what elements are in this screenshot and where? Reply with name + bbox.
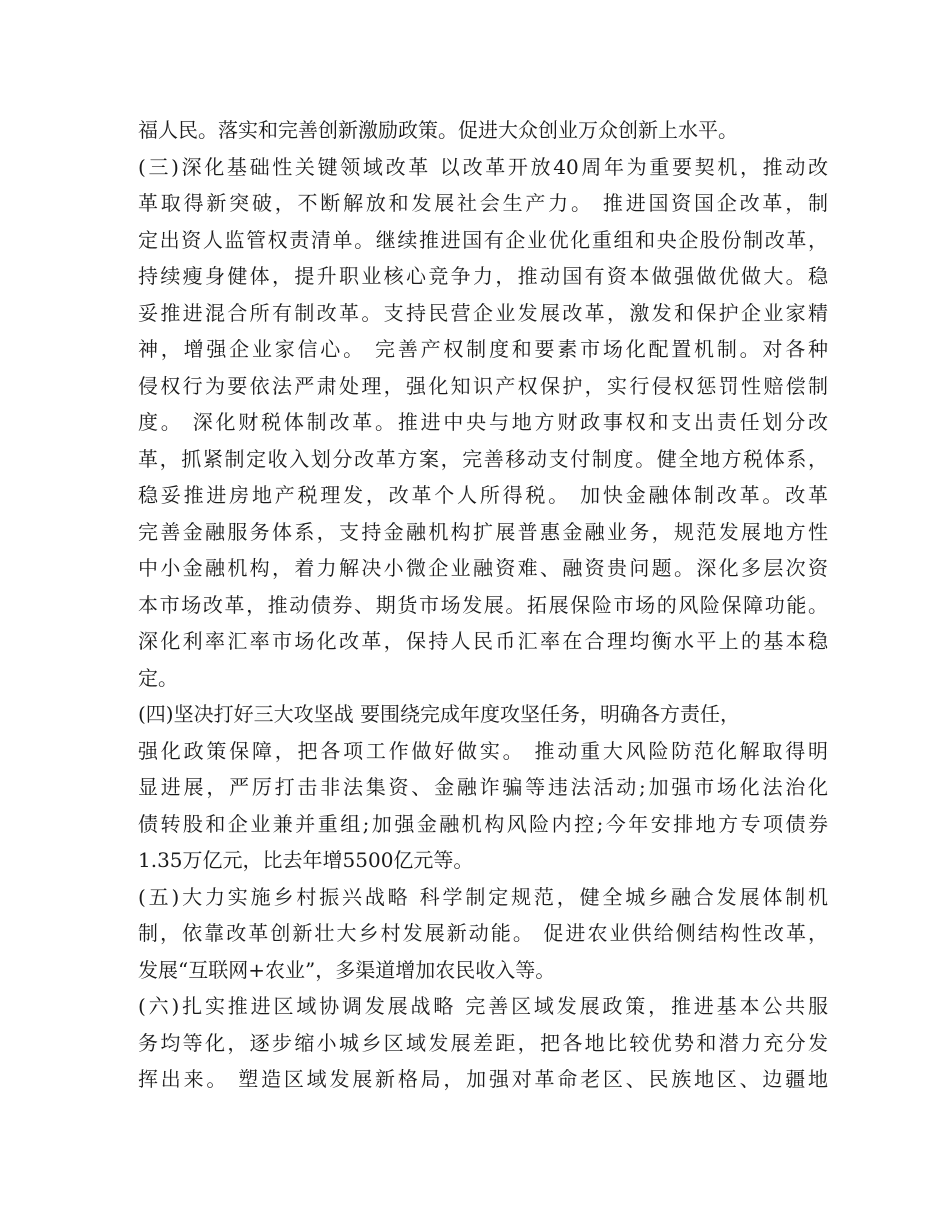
text-line: 发展“互联网+农业”，多渠道增加农民收入等。 <box>138 957 556 982</box>
text-line: 定出资人监管权责清单。继续推进国有企业优化重组和央企股份制改革， <box>138 227 828 252</box>
text-line: 显进展，严厉打击非法集资、金融诈骗等违法活动;加强市场化法治化 <box>138 775 828 799</box>
text-line: (三)深化基础性关键领域改革 以改革开放40周年为重要契机，推动改 <box>138 154 828 179</box>
text-line: 1.35万亿元，比去年增5500亿元等。 <box>138 848 474 872</box>
text-line: 完善金融服务体系，支持金融机构扩展普惠金融业务，规范发展地方性 <box>138 519 828 544</box>
text-line: 深化利率汇率市场化改革，保持人民币汇率在合理均衡水平上的基本稳 <box>138 629 828 653</box>
text-line: (四)坚决打好三大攻坚战 要围绕完成年度攻坚任务，明确各方责任， <box>138 702 740 726</box>
text-line: 债转股和企业兼并重组;加强金融机构风险内控;今年安排地方专项债券 <box>138 811 828 836</box>
text-line: 挥出来。 塑造区域发展新格局，加强对革命老区、民族地区、边疆地 <box>138 1067 828 1091</box>
text-line: 妥推进混合所有制改革。支持民营企业发展改革，激发和保护企业家精 <box>138 300 828 325</box>
text-line: 持续瘦身健体，提升职业核心竞争力，推动国有资本做强做优做大。稳 <box>138 264 828 288</box>
text-line: 中小金融机构，着力解决小微企业融资难、融资贵问题。深化多层次资 <box>138 556 828 580</box>
text-line: 务均等化，逐步缩小城乡区域发展差距，把各地比较优势和潜力充分发 <box>138 1030 828 1055</box>
text-line: 定。 <box>138 665 178 690</box>
text-line: (六)扎实推进区域协调发展战略 完善区域发展政策，推进基本公共服 <box>138 994 828 1018</box>
text-line: 福人民。落实和完善创新激励政策。促进大众创业万众创新上水平。 <box>138 118 738 142</box>
text-line: 本市场改革，推动债券、期货市场发展。拓展保险市场的风险保障功能。 <box>138 592 828 617</box>
text-line: 革，抓紧制定收入划分改革方案，完善移动支付制度。健全地方税体系， <box>138 446 828 471</box>
text-line: 革取得新突破，不断解放和发展社会生产力。 推进国资国企改革，制 <box>138 191 828 215</box>
text-line: 度。 深化财税体制改革。推进中央与地方财政事权和支出责任划分改 <box>138 410 828 434</box>
text-line: 侵权行为要依法严肃处理，强化知识产权保护，实行侵权惩罚性赔偿制 <box>138 373 828 398</box>
text-line: 制，依靠改革创新壮大乡村发展新动能。 促进农业供给侧结构性改革， <box>138 921 828 945</box>
document-body <box>138 112 828 1098</box>
text-line: (五)大力实施乡村振兴战略 科学制定规范，健全城乡融合发展体制机 <box>138 884 828 909</box>
text-line: 稳妥推进房地产税理发，改革个人所得税。 加快金融体制改革。改革 <box>138 483 828 507</box>
text-line: 强化政策保障，把各项工作做好做实。 推动重大风险防范化解取得明 <box>138 738 828 763</box>
text-line: 神，增强企业家信心。 完善产权制度和要素市场化配置机制。对各种 <box>138 337 828 361</box>
